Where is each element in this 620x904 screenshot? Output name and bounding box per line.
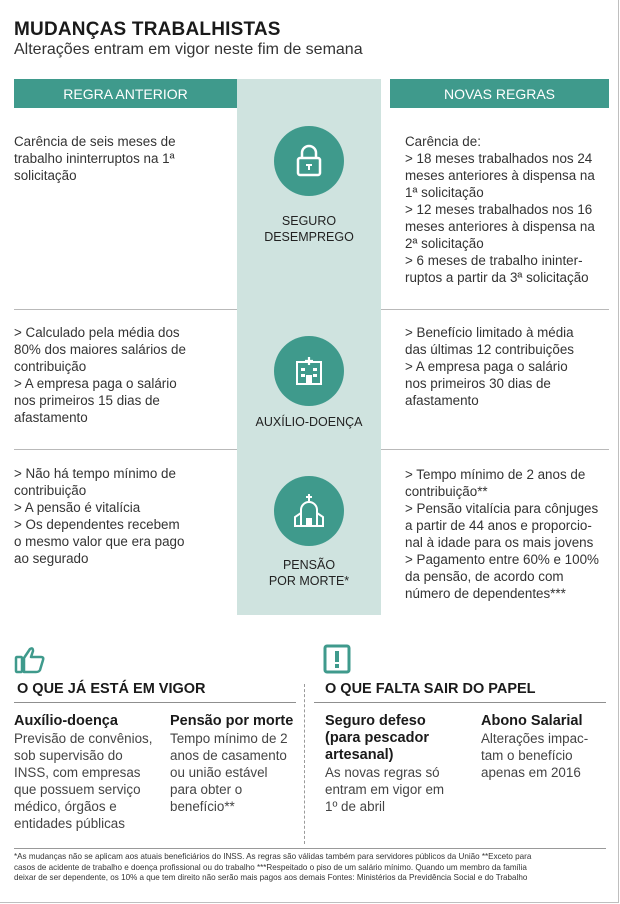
lock-icon xyxy=(294,143,324,179)
pending-defeso-text: As novas regras só entram em vigor em 1º de abril xyxy=(325,765,445,814)
row-pensao-previous: > Não há tempo mínimo de contribuição > A pensão é vitalícia > Os dependentes recebem o mesmo valor que era pago ao segurado xyxy=(14,466,185,566)
section-separator xyxy=(304,684,305,844)
in-force-pensao-heading: Pensão por morte xyxy=(170,713,294,729)
footnote: *As mudanças não se aplicam aos atuais beneficiários do INSS. As regras são válidas também para servidores públicos da União **Exceto para casos de acidente de trabalho e doença profissional ou do trabalho ***Respeitado o piso de um salário mínimo. Quando um membro da família deixar de ser dependente, os 10% a que tem direito não serão mais pagos aos demais Fontes: Ministérios da Previdência Social e do Trabalho xyxy=(14,852,532,882)
row-divider xyxy=(14,309,237,310)
pending-defeso-heading: Seguro defeso (para pescador artesanal) xyxy=(325,713,429,763)
row-seguro-previous: Carência de seis meses de trabalho ininterruptos na 1ª solicitação xyxy=(14,134,176,183)
pending-icon-wrap xyxy=(323,644,351,679)
in-force-icon-wrap xyxy=(14,646,46,679)
row-pensao-label: PENSÃO POR MORTE* xyxy=(268,558,350,588)
row-pensao-new: > Tempo mínimo de 2 anos de contribuição** > Pensão vitalícia para cônjuges a partir de 44 anos e proporcio- nal à idade para os mais jovens > Pagamento entre 60% e 100% da pensão, de acordo com número de dependentes*** xyxy=(405,467,599,601)
exclamation-icon xyxy=(323,644,351,674)
footnote-divider xyxy=(14,848,606,849)
pending-abono-heading: Abono Salarial xyxy=(481,713,583,729)
row-auxilio-previous: > Calculado pela média dos 80% dos maiores salários de contribuição > A empresa paga o salário nos primeiros 15 dias de afastamento xyxy=(14,325,186,425)
chapel-icon xyxy=(292,493,326,529)
row-divider xyxy=(381,309,609,310)
row-seguro-icon-circle xyxy=(274,126,344,196)
column-header-previous: REGRA ANTERIOR xyxy=(14,79,237,108)
row-auxilio-label: AUXÍLIO-DOENÇA xyxy=(255,415,363,429)
page-title: MUDANÇAS TRABALHISTAS xyxy=(14,19,281,40)
pending-title: O QUE FALTA SAIR DO PAPEL xyxy=(325,681,536,697)
column-header-new: NOVAS REGRAS xyxy=(390,79,609,108)
thumbs-up-icon xyxy=(14,646,46,674)
pending-underline xyxy=(314,702,606,703)
in-force-title: O QUE JÁ ESTÁ EM VIGOR xyxy=(17,681,206,697)
row-seguro-label: SEGURO DESEMPREGO xyxy=(264,214,354,244)
in-force-pensao-text: Tempo mínimo de 2 anos de casamento ou união estável para obter o benefício** xyxy=(170,731,288,814)
row-seguro-new: Carência de: > 18 meses trabalhados nos 24 meses anteriores à dispensa na 1ª solicitação > 12 meses trabalhados nos 16 meses anteriores à dispensa na 2ª solicitação > 6 meses de trabalho ininter- ruptos a partir da 3ª solicitação xyxy=(405,134,595,285)
row-divider xyxy=(14,449,237,450)
row-auxilio-icon-circle xyxy=(274,336,344,406)
hospital-icon xyxy=(293,355,325,387)
pending-abono-text: Alterações impac- tam o benefício apenas em 2016 xyxy=(481,731,589,780)
row-divider xyxy=(381,449,609,450)
in-force-underline xyxy=(14,702,296,703)
in-force-auxilio-text: Previsão de convênios, sob supervisão do INSS, com empresas que possuem serviço médico, órgãos e entidades públicas xyxy=(14,731,153,831)
page-subtitle: Alterações entram em vigor neste fim de semana xyxy=(14,41,363,58)
row-pensao-icon-circle xyxy=(274,476,344,546)
in-force-auxilio-heading: Auxílio-doença xyxy=(14,713,118,729)
row-auxilio-new: > Benefício limitado à média das últimas 12 contribuições > A empresa paga o salário nos primeiros 30 dias de afastamento xyxy=(405,325,574,408)
